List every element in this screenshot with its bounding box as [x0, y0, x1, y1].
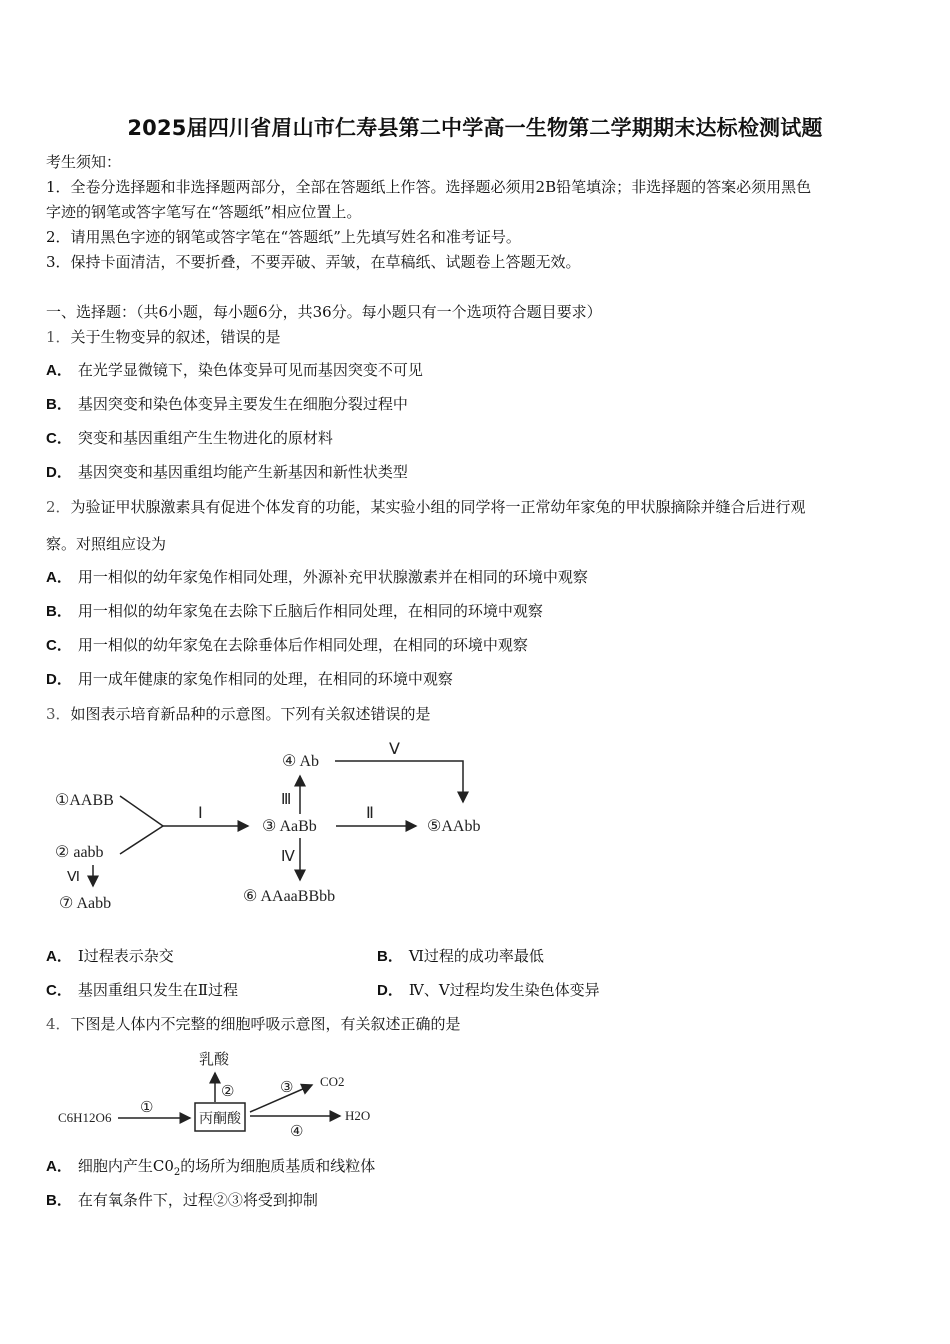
process-label-2: Ⅱ: [366, 805, 374, 822]
option-b: B． 基因突变和染色体变异主要发生在细胞分裂过程中: [46, 395, 408, 413]
question-stem: 下图是人体内不完整的细胞呼吸示意图，有关叙述正确的是: [70, 1015, 461, 1033]
node-6: ⑥ AAaaBBbb: [243, 888, 336, 905]
process-label-5: Ⅴ: [389, 741, 400, 758]
node-7: ⑦ Aabb: [59, 895, 112, 912]
question-stem-cont: 察。对照组应设为: [46, 535, 167, 553]
notice-item: 1．全卷分选择题和非选择题两部分，全部在答题纸上作答。选择题必须用2B铅笔填涂；非选择题的答案必须用黑色: [46, 178, 812, 196]
option-c: C． 基因重组只发生在Ⅱ过程: [46, 981, 239, 999]
option-a: A． 在光学显微镜下，染色体变异可见而基因突变不可见: [46, 361, 423, 379]
notice-heading: 考生须知：: [46, 153, 122, 171]
question-number: 2．: [46, 498, 71, 516]
page-title: 2025届四川省眉山市仁寿县第二中学高一生物第二学期期末达标检测试题: [127, 116, 823, 140]
step-label-3: ③: [280, 1080, 294, 1096]
respiration-diagram: [0, 1040, 420, 1140]
pyruvate-label: 丙酮酸: [199, 1112, 241, 1127]
process-label-6: Ⅵ: [67, 870, 80, 885]
node-5: ⑤AAbb: [427, 818, 481, 835]
option-c: C． 突变和基因重组产生生物进化的原材料: [46, 429, 333, 447]
option-b: B． 在有氧条件下，过程②③将受到抑制: [46, 1191, 318, 1209]
glucose-label: C6H12O6: [58, 1110, 112, 1125]
node-1: ①AABB: [55, 792, 114, 809]
question-stem: 如图表示培育新品种的示意图。下列有关叙述错误的是: [70, 705, 431, 723]
question-number: 3．: [46, 705, 71, 723]
section-heading: 一、选择题：（共6小题，每小题6分，共36分。每小题只有一个选项符合题目要求）: [46, 303, 602, 321]
notice-item: 字迹的钢笔或答字笔写在“答题纸”相应位置上。: [46, 203, 362, 221]
notice-item: 3．保持卡面清洁，不要折叠，不要弄破、弄皱，在草稿纸、试题卷上答题无效。: [46, 253, 581, 271]
edge: [120, 796, 163, 826]
step-label-1: ①: [140, 1100, 154, 1116]
process-label-1: Ⅰ: [198, 805, 203, 822]
option-a: A． 用一相似的幼年家兔作相同处理，外源补充甲状腺激素并在相同的环境中观察: [46, 568, 588, 586]
breeding-diagram: [0, 730, 560, 930]
option-d: D． Ⅳ、Ⅴ过程均发生染色体变异: [377, 981, 600, 999]
edge: [120, 826, 163, 854]
question-3: [46, 704, 431, 724]
co2-label: CO2: [320, 1074, 345, 1089]
arrow-v: [335, 761, 463, 802]
step-label-2: ②: [221, 1084, 235, 1100]
question-stem: 关于生物变异的叙述，错误的是: [70, 328, 281, 346]
lactate-label: 乳酸: [199, 1052, 230, 1068]
process-label-4: Ⅳ: [281, 849, 295, 865]
option-d: D． 基因突变和基因重组均能产生新基因和新性状类型: [46, 463, 408, 481]
option-d: D． 用一成年健康的家兔作相同的处理，在相同的环境中观察: [46, 670, 453, 688]
question-4: [46, 1014, 461, 1034]
process-label-3: Ⅲ: [281, 792, 292, 808]
node-3: ③ AaBb: [262, 818, 317, 835]
node-4: ④ Ab: [282, 753, 320, 770]
option-b: B． 用一相似的幼年家兔在去除下丘脑后作相同处理，在相同的环境中观察: [46, 602, 543, 620]
option-c: C． 用一相似的幼年家兔在去除垂体后作相同处理，在相同的环境中观察: [46, 636, 528, 654]
node-2: ② aabb: [55, 844, 104, 861]
h2o-label: H2O: [345, 1108, 371, 1123]
question-2: [46, 497, 806, 517]
option-a: A． Ⅰ过程表示杂交: [46, 947, 174, 965]
option-b: B． Ⅵ过程的成功率最低: [377, 947, 544, 965]
question-1: [46, 327, 281, 347]
question-number: 1．: [46, 328, 71, 346]
question-stem: 为验证甲状腺激素具有促进个体发育的功能，某实验小组的同学将一正常幼年家兔的甲状腺摘除并缝合后进行观: [70, 498, 806, 516]
step-label-4: ④: [290, 1124, 304, 1140]
option-a: A． 细胞内产生$C0_2$的场所为细胞质基质和线粒体: [46, 1157, 376, 1178]
question-number: 4．: [46, 1015, 71, 1033]
notice-item: 2．请用黑色字迹的钢笔或答字笔在“答题纸”上先填写姓名和准考证号。: [46, 228, 521, 246]
